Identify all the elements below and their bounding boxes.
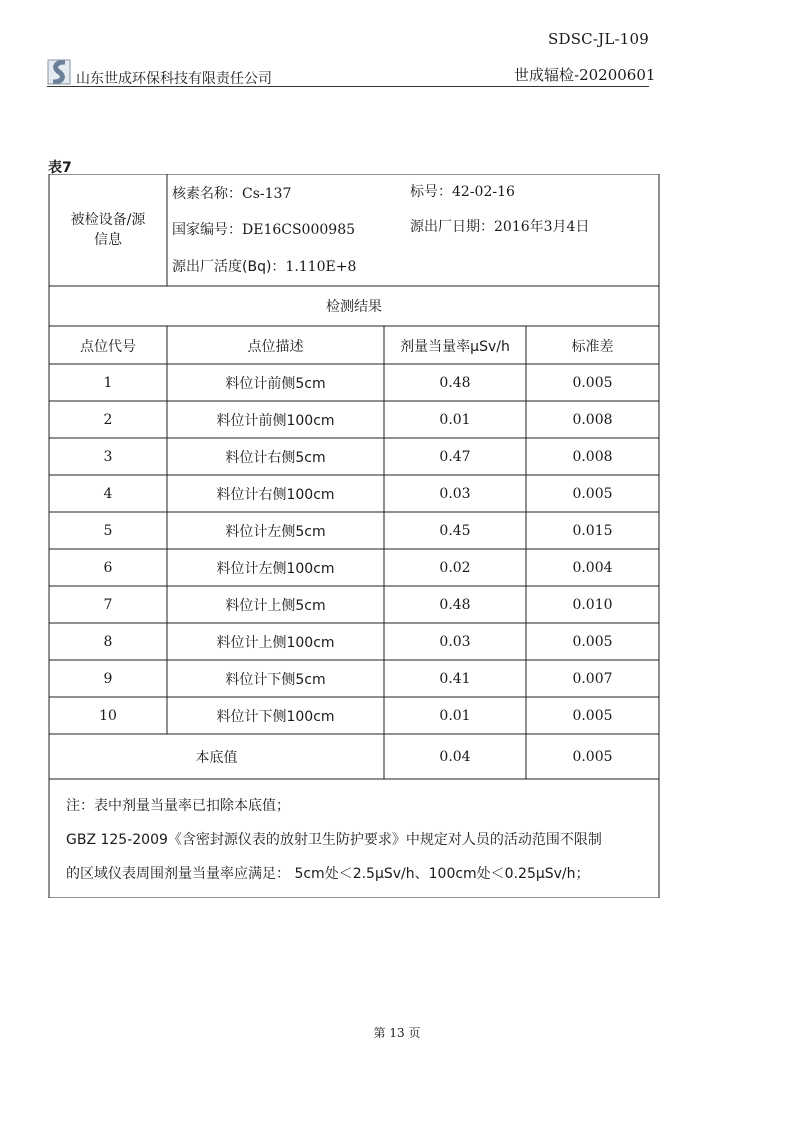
row-description: 料位计下侧100cm — [216, 708, 335, 725]
row-dose-rate: 0.01 — [439, 707, 471, 724]
row-dose-rate: 0.03 — [439, 485, 471, 502]
header-divider — [47, 86, 649, 87]
row-std-dev: 0.005 — [572, 485, 613, 502]
row-description: 料位计前侧100cm — [216, 412, 335, 429]
inspected-equipment-label-line2: 信息 — [94, 232, 122, 248]
row-dose-rate: 0.48 — [439, 596, 471, 613]
row-std-dev: 0.005 — [572, 707, 613, 724]
row-dose-rate: 0.48 — [439, 374, 471, 391]
row-std-dev: 0.007 — [572, 670, 613, 687]
factory-activity-value: 1.110E+8 — [285, 259, 357, 275]
row-std-dev: 0.008 — [572, 448, 613, 465]
row-code: 4 — [103, 485, 113, 502]
row-description: 料位计上侧100cm — [216, 634, 335, 651]
source-mark — [410, 181, 515, 201]
row-dose-rate: 0.02 — [439, 559, 471, 576]
row-code: 10 — [99, 707, 117, 724]
report-number: 世成辐检-20200601 — [514, 66, 656, 84]
nuclide-name-label: 核素名称： — [172, 186, 242, 202]
background-dose-rate: 0.04 — [439, 748, 471, 765]
factory-date — [410, 216, 589, 236]
source-mark-label: 标号： — [410, 184, 452, 200]
nuclide-name-value: Cs-137 — [242, 186, 292, 202]
row-std-dev: 0.005 — [572, 633, 613, 650]
row-code: 6 — [103, 559, 113, 576]
national-number-value: DE16CS000985 — [242, 222, 356, 238]
column-header-description: 点位描述 — [247, 338, 304, 355]
row-std-dev: 0.010 — [572, 596, 613, 613]
row-dose-rate: 0.01 — [439, 411, 471, 428]
row-std-dev: 0.005 — [572, 374, 613, 391]
column-header-dose-rate: 剂量当量率μSv/h — [400, 338, 510, 355]
row-description: 料位计左侧5cm — [225, 523, 326, 540]
factory-activity-label: 源出厂活度(Bq)： — [172, 259, 286, 275]
row-std-dev: 0.008 — [572, 411, 613, 428]
row-dose-rate: 0.41 — [439, 670, 471, 687]
factory-date-label: 源出厂日期： — [410, 219, 494, 235]
row-description: 料位计上侧5cm — [225, 597, 326, 614]
factory-date-value: 2016年3月4日 — [494, 219, 590, 235]
row-code: 2 — [103, 411, 113, 428]
background-label: 本底值 — [195, 749, 238, 766]
row-code: 8 — [103, 633, 113, 650]
row-description: 料位计左侧100cm — [216, 560, 335, 577]
note-line-3: 的区域仪表周围剂量当量率应满足： 5cm处＜2.5μSv/h、100cm处＜0.25μSv/h； — [66, 866, 590, 882]
row-code: 7 — [103, 596, 113, 613]
nuclide-name — [172, 183, 291, 203]
row-description: 料位计前侧5cm — [225, 375, 326, 392]
row-code: 5 — [103, 522, 113, 539]
row-dose-rate: 0.03 — [439, 633, 471, 650]
note-line-1: 注：表中剂量当量率已扣除本底值； — [66, 798, 290, 814]
company-logo-icon — [47, 58, 73, 86]
row-description: 料位计右侧5cm — [225, 449, 326, 466]
table-label: 表7 — [48, 160, 72, 176]
row-dose-rate: 0.47 — [439, 448, 471, 465]
row-code: 3 — [103, 448, 113, 465]
source-mark-value: 42-02-16 — [452, 184, 515, 200]
row-code: 1 — [103, 374, 113, 391]
page-number: 第 13 页 — [373, 1026, 421, 1040]
results-title: 检测结果 — [326, 299, 382, 315]
national-number-label: 国家编号： — [172, 222, 242, 238]
row-std-dev: 0.004 — [572, 559, 613, 576]
background-std-dev: 0.005 — [572, 748, 613, 765]
factory-activity — [172, 256, 356, 276]
row-code: 9 — [103, 670, 113, 687]
row-dose-rate: 0.45 — [439, 522, 471, 539]
column-header-std-dev: 标准差 — [571, 338, 614, 355]
company-name: 山东世成环保科技有限责任公司 — [76, 71, 272, 87]
row-std-dev: 0.015 — [572, 522, 613, 539]
document-code: SDSC-JL-109 — [548, 30, 649, 48]
national-number — [172, 219, 355, 239]
inspected-equipment-label — [49, 174, 167, 286]
column-header-code: 点位代号 — [80, 338, 136, 355]
note-line-2: GBZ 125-2009《含密封源仪表的放射卫生防护要求》中规定对人员的活动范围不限制 — [66, 832, 602, 848]
row-description: 料位计右侧100cm — [216, 486, 335, 503]
row-description: 料位计下侧5cm — [225, 671, 326, 688]
inspected-equipment-label-line1: 被检设备/源 — [70, 212, 146, 228]
